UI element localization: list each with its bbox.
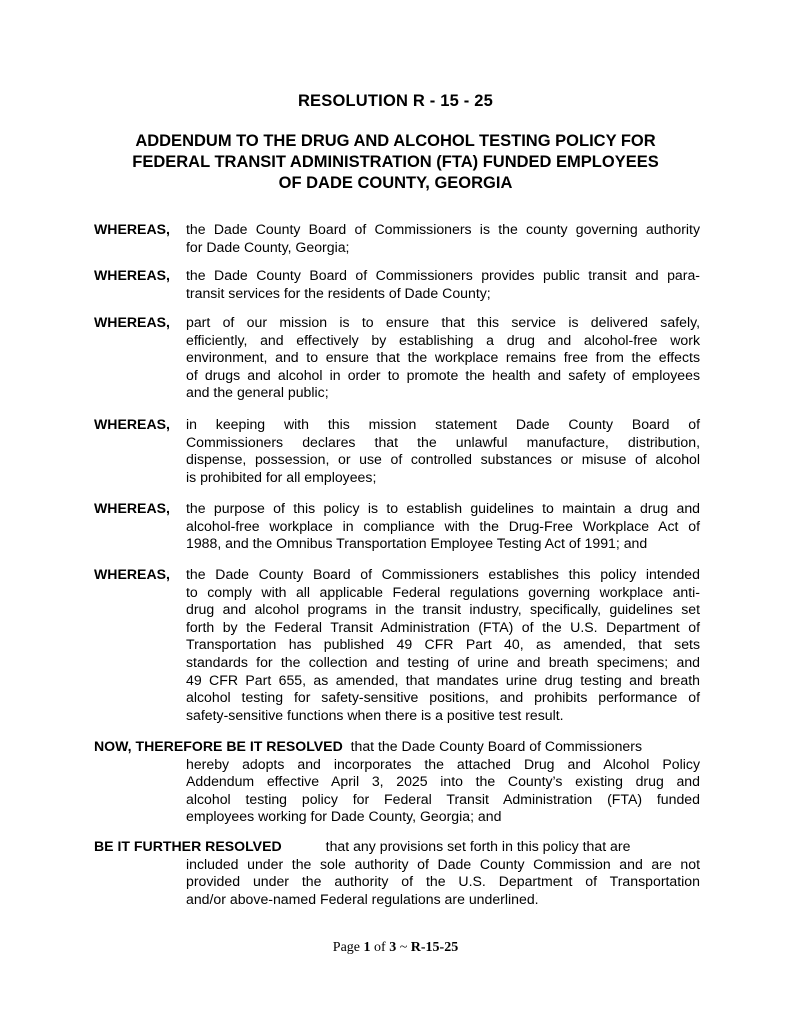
- resolved-first-line: [94, 738, 700, 756]
- clause-text: [186, 314, 700, 402]
- clause-line: dispense, possession, or use of controlled substances or misuse of alcohol: [186, 451, 700, 468]
- whereas-clause: [94, 221, 700, 256]
- clause-line: for Dade County, Georgia;: [186, 238, 350, 255]
- clause-text: [186, 500, 700, 553]
- page-footer: [0, 940, 791, 956]
- clause-line: alcohol testing for safety-sensitive positions, and prohibits performance of: [186, 689, 700, 706]
- clause-text: [186, 267, 700, 302]
- whereas-clause: [94, 416, 700, 486]
- further-resolved-first-line: [94, 838, 700, 856]
- clause-label: WHEREAS,: [94, 221, 170, 237]
- clause-line: and the general public;: [186, 384, 329, 401]
- clause-text: [186, 221, 700, 256]
- clause-line: hereby adopts and incorporates the attached Drug and Alcohol Policy: [186, 755, 700, 772]
- clause-line: forth by the Federal Transit Administration (FTA) of the U.S. Department of: [186, 618, 700, 635]
- footer-of-word: of: [374, 940, 386, 955]
- clause-line: that the Dade County Board of Commissioners: [350, 738, 643, 754]
- footer-page-number: 1: [363, 940, 371, 955]
- clause-line: Transportation has published 49 CFR Part 40, as amended, that sets: [186, 636, 700, 653]
- clause-line: included under the sole authority of Dade County Commission and are not: [186, 855, 700, 872]
- clause-line: of drugs and alcohol in order to promote the health and safety of employees: [186, 366, 700, 383]
- whereas-clause: [94, 267, 700, 302]
- clause-line: 1988, and the Omnibus Transportation Employee Testing Act of 1991; and: [186, 535, 648, 552]
- footer-page-word: Page: [332, 940, 361, 955]
- clause-label: WHEREAS,: [94, 500, 170, 516]
- clause-line: the Dade County Board of Commissioners provides public transit and para-: [186, 267, 700, 283]
- clause-line: in keeping with this mission statement Dade County Board of: [186, 416, 700, 432]
- clause-line: efficiently, and effectively by establishing a drug and alcohol-free work: [186, 331, 700, 348]
- clause-line: alcohol-free workplace in compliance with the Drug-Free Workplace Act of: [186, 517, 700, 534]
- clause-line: employees working for Dade County, Georgia; and: [186, 808, 502, 825]
- clause-line: alcohol testing policy for Federal Transit Administration (FTA) funded: [186, 790, 700, 807]
- clause-line: environment, and to ensure that the workplace remains free from the effects: [186, 349, 700, 366]
- clause-label: WHEREAS,: [94, 267, 170, 283]
- clause-label: BE IT FURTHER RESOLVED: [94, 838, 282, 854]
- further-resolved-clause: [94, 838, 700, 908]
- whereas-clause: [94, 500, 700, 553]
- clause-line: the Dade County Board of Commissioners is the county governing authority: [186, 221, 700, 237]
- clause-line: that any provisions set forth in this policy that are: [325, 838, 631, 854]
- clause-text: [186, 756, 700, 826]
- clause-label: NOW, THEREFORE BE IT RESOLVED: [94, 738, 343, 754]
- clause-text: [186, 416, 700, 486]
- footer-page-total: 3: [389, 940, 397, 955]
- clause-text: [186, 856, 700, 909]
- clause-label: WHEREAS,: [94, 314, 170, 330]
- footer-doc-ref: R-15-25: [410, 940, 459, 955]
- clause-line: standards for the collection and testing of urine and breath specimens; and: [186, 653, 700, 670]
- clause-line: Commissioners declares that the unlawful manufacture, distribution,: [186, 433, 700, 450]
- clause-line: Addendum effective April 3, 2025 into the County’s existing drug and: [186, 773, 700, 790]
- whereas-clause: [94, 566, 700, 724]
- clause-line: and/or above-named Federal regulations are underlined.: [186, 890, 539, 907]
- whereas-clause: [94, 314, 700, 402]
- clause-line: provided under the authority of the U.S. Department of Transportation: [186, 873, 700, 890]
- resolution-number: RESOLUTION R - 15 - 25: [297, 92, 494, 110]
- clause-line: drug and alcohol programs in the transit industry, specifically, guidelines set: [186, 601, 700, 618]
- clause-line: the purpose of this policy is to establish guidelines to maintain a drug and: [186, 500, 700, 516]
- clause-label: WHEREAS,: [94, 416, 170, 432]
- title-line: OF DADE COUNTY, GEORGIA: [278, 174, 513, 192]
- clause-text: [186, 566, 700, 724]
- clause-line: 49 CFR Part 655, as amended, that mandates urine drug testing and breath: [186, 671, 700, 688]
- title-line: ADDENDUM TO THE DRUG AND ALCOHOL TESTING POLICY FOR: [135, 132, 656, 150]
- clause-line: part of our mission is to ensure that this service is delivered safely,: [186, 314, 700, 330]
- clause-line: safety-sensitive functions when there is a positive test result.: [186, 706, 564, 723]
- resolved-clause: [94, 738, 700, 826]
- clause-line: is prohibited for all employees;: [186, 468, 377, 485]
- clause-line: transit services for the residents of Dade County;: [186, 284, 491, 301]
- title-line: FEDERAL TRANSIT ADMINISTRATION (FTA) FUNDED EMPLOYEES: [132, 153, 659, 171]
- footer-separator: ~: [399, 940, 408, 955]
- document-title: [60, 131, 731, 194]
- clause-line: to comply with all applicable Federal regulations governing workplace anti-: [186, 583, 700, 600]
- clause-label: WHEREAS,: [94, 566, 170, 582]
- clause-line: the Dade County Board of Commissioners establishes this policy intended: [186, 566, 700, 582]
